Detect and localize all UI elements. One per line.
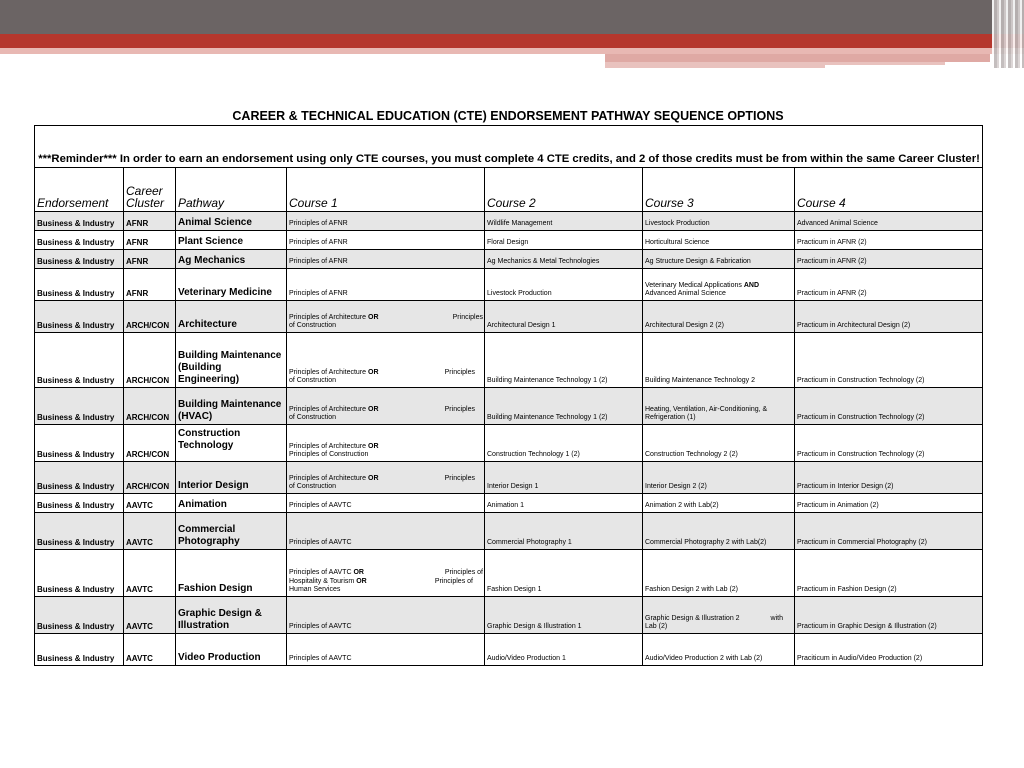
header-course-4: Course 4 (795, 168, 983, 212)
course-1-cell: Principles of AFNR (287, 231, 485, 250)
course-1-cell: Principles of Architecture OR Principles of Construction (287, 462, 485, 494)
course-1-cell: Principles of AFNR (287, 269, 485, 301)
pathway-cell: Graphic Design & Illustration (176, 597, 287, 634)
course-2-cell: Building Maintenance Technology 1 (2) (485, 388, 643, 425)
reminder-row (35, 126, 983, 168)
cluster-cell: ARCH/CON (124, 425, 176, 462)
course-1-cell: Principles of Architecture OR Principles of Construction (287, 333, 485, 388)
course-2-cell: Animation 1 (485, 494, 643, 513)
endorsement-cell: Business & Industry (35, 301, 124, 333)
course-3-cell: Construction Technology 2 (2) (643, 425, 795, 462)
course-3-cell: Interior Design 2 (2) (643, 462, 795, 494)
endorsement-cell: Business & Industry (35, 231, 124, 250)
table-row (35, 550, 983, 597)
course-1-cell: Principles of AFNR (287, 250, 485, 269)
course-2-cell: Fashion Design 1 (485, 550, 643, 597)
endorsement-cell: Business & Industry (35, 494, 124, 513)
page-title: CAREER & TECHNICAL EDUCATION (CTE) ENDORSEMENT PATHWAY SEQUENCE OPTIONS (232, 109, 784, 123)
header-endorsement: Endorsement (35, 168, 124, 212)
course-1-cell: Principles of Architecture OR Principles of Construction (287, 425, 485, 462)
endorsement-cell: Business & Industry (35, 425, 124, 462)
course-1-cell: Principles of AAVTC (287, 597, 485, 634)
pathway-cell: Building Maintenance (HVAC) (176, 388, 287, 425)
cluster-cell: ARCH/CON (124, 462, 176, 494)
header-bar-red (0, 34, 1024, 48)
course-3-cell: Graphic Design & Illustration 2 with Lab (2) (643, 597, 795, 634)
course-4-cell: Practicum in Construction Technology (2) (795, 333, 983, 388)
cluster-cell: ARCH/CON (124, 301, 176, 333)
table-row (35, 462, 983, 494)
course-3-cell: Audio/Video Production 2 with Lab (2) (643, 634, 795, 666)
cluster-cell: ARCH/CON (124, 388, 176, 425)
course-4-cell: Practicum in Graphic Design & Illustration (2) (795, 597, 983, 634)
course-1-cell: Principles of AAVTC (287, 513, 485, 550)
endorsement-cell: Business & Industry (35, 513, 124, 550)
table-row (35, 269, 983, 301)
endorsement-cell: Business & Industry (35, 634, 124, 666)
endorsement-cell: Business & Industry (35, 550, 124, 597)
header-row (35, 168, 983, 212)
header-pathway: Pathway (176, 168, 287, 212)
course-1-cell: Principles of Architecture OR Principles of Construction (287, 301, 485, 333)
pathway-table (34, 125, 983, 666)
header-stripes (992, 0, 1024, 68)
pathway-cell: Commercial Photography (176, 513, 287, 550)
header-course-1: Course 1 (287, 168, 485, 212)
header-bar-accent-thin (825, 62, 945, 65)
course-2-cell: Livestock Production (485, 269, 643, 301)
cluster-cell: AFNR (124, 212, 176, 231)
cluster-cell: AAVTC (124, 597, 176, 634)
course-2-cell: Commercial Photography 1 (485, 513, 643, 550)
table-row (35, 301, 983, 333)
pathway-cell: Ag Mechanics (176, 250, 287, 269)
course-4-cell: Practicum in AFNR (2) (795, 250, 983, 269)
course-4-cell: Practicum in Animation (2) (795, 494, 983, 513)
table-row (35, 513, 983, 550)
course-1-cell: Principles of AFNR (287, 212, 485, 231)
course-2-cell: Architectural Design 1 (485, 301, 643, 333)
cluster-cell: AAVTC (124, 634, 176, 666)
pathway-cell: Construction Technology (176, 425, 287, 462)
course-3-cell: Building Maintenance Technology 2 (643, 333, 795, 388)
course-4-cell: Practicum in Commercial Photography (2) (795, 513, 983, 550)
course-4-cell: Practicum in AFNR (2) (795, 231, 983, 250)
table-row (35, 250, 983, 269)
endorsement-cell: Business & Industry (35, 333, 124, 388)
table-row (35, 494, 983, 513)
course-4-cell: Praciticum in Audio/Video Production (2) (795, 634, 983, 666)
table-row (35, 597, 983, 634)
cluster-cell: AAVTC (124, 550, 176, 597)
endorsement-cell: Business & Industry (35, 269, 124, 301)
header-career-cluster: Career Cluster (124, 168, 176, 212)
table-row (35, 425, 983, 462)
course-2-cell: Audio/Video Production 1 (485, 634, 643, 666)
header-bar-dark (0, 0, 1024, 34)
header-course-3: Course 3 (643, 168, 795, 212)
endorsement-cell: Business & Industry (35, 212, 124, 231)
course-4-cell: Practicum in Construction Technology (2) (795, 425, 983, 462)
endorsement-cell: Business & Industry (35, 597, 124, 634)
pathway-cell: Building Maintenance (Building Engineering) (176, 333, 287, 388)
course-2-cell: Wildlife Management (485, 212, 643, 231)
course-3-cell: Veterinary Medical Applications AND Advanced Animal Science (643, 269, 795, 301)
course-4-cell: Practicum in Construction Technology (2) (795, 388, 983, 425)
cluster-cell: ARCH/CON (124, 333, 176, 388)
cluster-cell: AFNR (124, 250, 176, 269)
cluster-cell: AAVTC (124, 494, 176, 513)
course-1-cell: Principles of AAVTC (287, 494, 485, 513)
course-3-cell: Livestock Production (643, 212, 795, 231)
course-3-cell: Architectural Design 2 (2) (643, 301, 795, 333)
course-2-cell: Ag Mechanics & Metal Technologies (485, 250, 643, 269)
pathway-cell: Plant Science (176, 231, 287, 250)
course-3-cell: Commercial Photography 2 with Lab(2) (643, 513, 795, 550)
pathway-cell: Animal Science (176, 212, 287, 231)
pathway-cell: Video Production (176, 634, 287, 666)
endorsement-cell: Business & Industry (35, 388, 124, 425)
course-2-cell: Construction Technology 1 (2) (485, 425, 643, 462)
course-1-cell: Principles of AAVTC OR Principles of Hospitality & Tourism OR Principles of Human Services (287, 550, 485, 597)
table-row (35, 333, 983, 388)
course-4-cell: Practicum in Fashion Design (2) (795, 550, 983, 597)
course-3-cell: Heating, Ventilation, Air-Conditioning, & Refrigeration (1) (643, 388, 795, 425)
cluster-cell: AAVTC (124, 513, 176, 550)
course-4-cell: Practicum in AFNR (2) (795, 269, 983, 301)
pathway-cell: Architecture (176, 301, 287, 333)
course-4-cell: Practicum in Architectural Design (2) (795, 301, 983, 333)
header-course-2: Course 2 (485, 168, 643, 212)
cluster-cell: AFNR (124, 231, 176, 250)
header-bar-accent-lower (605, 62, 825, 68)
reminder-text: ***Reminder*** In order to earn an endorsement using only CTE courses, you must complete 4 CTE credits, and 2 of those credits must be from within the same Career Cluster! (35, 126, 983, 168)
table-row (35, 212, 983, 231)
course-1-cell: Principles of Architecture OR Principles of Construction (287, 388, 485, 425)
course-4-cell: Practicum in Interior Design (2) (795, 462, 983, 494)
course-2-cell: Graphic Design & Illustration 1 (485, 597, 643, 634)
table-row (35, 231, 983, 250)
cluster-cell: AFNR (124, 269, 176, 301)
pathway-cell: Interior Design (176, 462, 287, 494)
header-bar-accent (605, 54, 990, 62)
endorsement-cell: Business & Industry (35, 250, 124, 269)
pathway-cell: Veterinary Medicine (176, 269, 287, 301)
course-3-cell: Ag Structure Design & Fabrication (643, 250, 795, 269)
pathway-cell: Fashion Design (176, 550, 287, 597)
pathway-cell: Animation (176, 494, 287, 513)
course-2-cell: Building Maintenance Technology 1 (2) (485, 333, 643, 388)
course-3-cell: Fashion Design 2 with Lab (2) (643, 550, 795, 597)
course-4-cell: Advanced Animal Science (795, 212, 983, 231)
table-row (35, 634, 983, 666)
course-1-cell: Principles of AAVTC (287, 634, 485, 666)
course-3-cell: Animation 2 with Lab(2) (643, 494, 795, 513)
course-3-cell: Horticultural Science (643, 231, 795, 250)
endorsement-cell: Business & Industry (35, 462, 124, 494)
course-2-cell: Interior Design 1 (485, 462, 643, 494)
course-2-cell: Floral Design (485, 231, 643, 250)
table-row (35, 388, 983, 425)
